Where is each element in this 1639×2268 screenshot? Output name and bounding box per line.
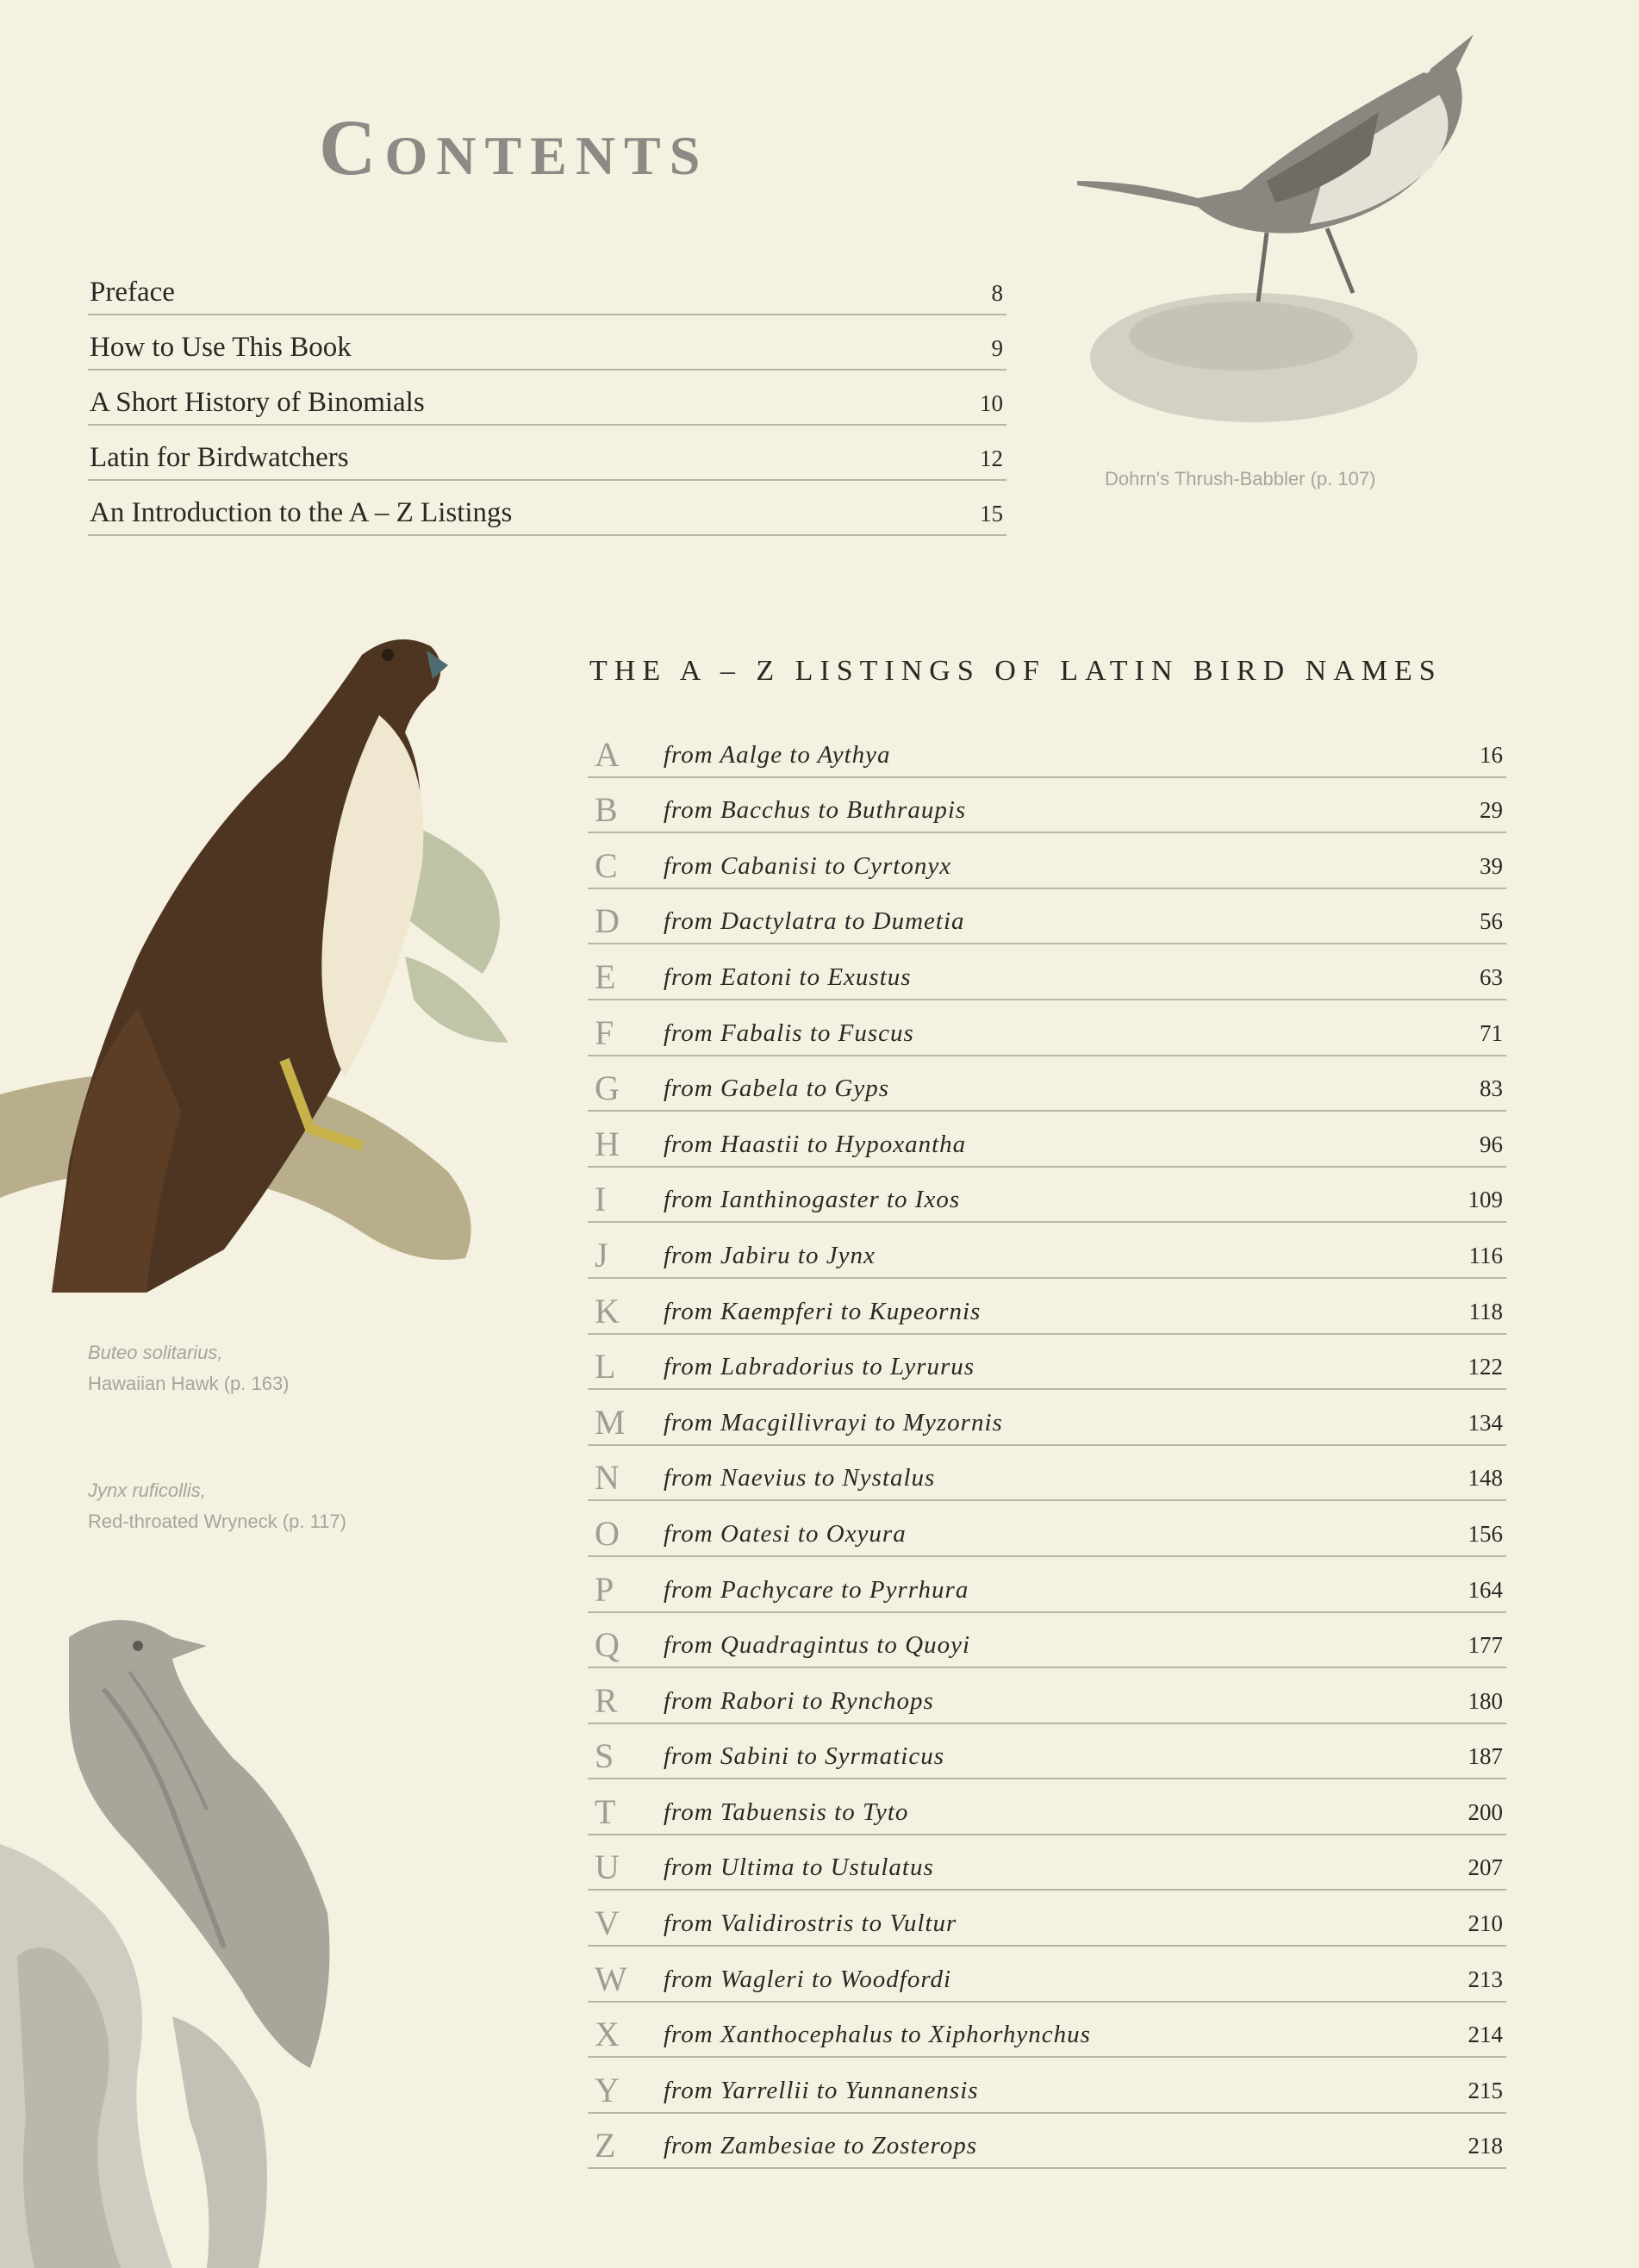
listing-letter: I bbox=[595, 1180, 607, 1219]
listing-range: from Cabanisi to Cyrtonyx bbox=[664, 851, 952, 880]
section-heading: THE A – Z LISTINGS OF LATIN BIRD NAMES bbox=[589, 655, 1443, 687]
wryneck-caption bbox=[88, 1475, 346, 1537]
listing-page: 180 bbox=[1468, 1687, 1503, 1714]
listing-range: from Pachycare to Pyrrhura bbox=[664, 1575, 969, 1604]
listing-range: from Oatesi to Oxyura bbox=[664, 1519, 907, 1548]
toc-entry-page: 12 bbox=[980, 446, 1003, 471]
listing-row-p[interactable] bbox=[588, 1557, 1506, 1613]
listing-page: 148 bbox=[1468, 1465, 1503, 1492]
listing-page: 214 bbox=[1468, 2022, 1503, 2048]
listing-page: 210 bbox=[1468, 1910, 1503, 1937]
toc-entry-history[interactable] bbox=[88, 371, 1006, 426]
listing-range: from Aalge to Aythya bbox=[664, 740, 891, 769]
listing-range: from Wagleri to Woodfordi bbox=[664, 1965, 952, 1993]
listing-letter: Q bbox=[595, 1625, 620, 1665]
listing-row-n[interactable] bbox=[588, 1446, 1506, 1502]
listing-page: 96 bbox=[1480, 1131, 1503, 1157]
listing-letter: Z bbox=[595, 2126, 616, 2165]
listing-row-w[interactable] bbox=[588, 1947, 1506, 2003]
listing-row-h[interactable] bbox=[588, 1112, 1506, 1168]
listing-page: 200 bbox=[1468, 1798, 1503, 1825]
listing-letter: K bbox=[595, 1291, 620, 1330]
listing-page: 207 bbox=[1468, 1854, 1503, 1881]
listing-letter: P bbox=[595, 1569, 614, 1609]
listing-letter: O bbox=[595, 1513, 620, 1553]
listing-page: 213 bbox=[1468, 1966, 1503, 1992]
listing-row-v[interactable] bbox=[588, 1891, 1506, 1947]
listing-range: from Macgillivrayi to Myzornis bbox=[664, 1408, 1003, 1436]
listing-range: from Haastii to Hypoxantha bbox=[664, 1130, 967, 1158]
listing-letter: T bbox=[595, 1791, 616, 1831]
listing-page: 71 bbox=[1480, 1019, 1503, 1046]
wryneck-illustration bbox=[0, 1586, 483, 2268]
listing-letter: G bbox=[595, 1069, 620, 1108]
wryneck-latin-name: Jynx ruficollis, bbox=[88, 1480, 206, 1501]
page-title: Contents bbox=[319, 103, 709, 191]
hawk-illustration bbox=[0, 612, 569, 1301]
az-listings bbox=[588, 722, 1506, 2169]
listing-row-d[interactable] bbox=[588, 889, 1506, 945]
listing-letter: Y bbox=[595, 2070, 620, 2109]
listing-page: 16 bbox=[1480, 741, 1503, 768]
listing-page: 29 bbox=[1480, 797, 1503, 824]
listing-page: 39 bbox=[1480, 852, 1503, 879]
listing-row-i[interactable] bbox=[588, 1168, 1506, 1224]
listing-row-b[interactable] bbox=[588, 778, 1506, 834]
listing-page: 177 bbox=[1468, 1632, 1503, 1659]
listing-range: from Ianthinogaster to Ixos bbox=[664, 1186, 961, 1214]
listing-letter: F bbox=[595, 1012, 614, 1052]
listing-range: from Bacchus to Buthraupis bbox=[664, 796, 967, 825]
listing-letter: D bbox=[595, 901, 620, 941]
listing-letter: M bbox=[595, 1402, 626, 1442]
listing-row-s[interactable] bbox=[588, 1724, 1506, 1780]
toc-entry-latin[interactable] bbox=[88, 426, 1006, 481]
listing-page: 118 bbox=[1468, 1298, 1503, 1324]
listing-range: from Gabela to Gyps bbox=[664, 1075, 889, 1103]
listing-range: from Naevius to Nystalus bbox=[664, 1464, 936, 1492]
listing-range: from Rabori to Rynchops bbox=[664, 1686, 934, 1715]
listing-row-y[interactable] bbox=[588, 2058, 1506, 2114]
listing-range: from Ultima to Ustulatus bbox=[664, 1854, 934, 1882]
listing-row-r[interactable] bbox=[588, 1668, 1506, 1724]
listing-page: 164 bbox=[1468, 1576, 1503, 1603]
listing-letter: S bbox=[595, 1736, 614, 1776]
toc-entry-how-to-use[interactable] bbox=[88, 315, 1006, 371]
listing-page: 122 bbox=[1468, 1354, 1503, 1380]
listing-row-z[interactable] bbox=[588, 2114, 1506, 2170]
listing-range: from Labradorius to Lyrurus bbox=[664, 1353, 975, 1381]
toc-entry-page: 10 bbox=[980, 390, 1003, 416]
listing-page: 109 bbox=[1468, 1187, 1503, 1213]
hawk-caption bbox=[88, 1337, 290, 1399]
listing-row-u[interactable] bbox=[588, 1835, 1506, 1891]
listing-letter: L bbox=[595, 1347, 616, 1386]
listing-row-k[interactable] bbox=[588, 1279, 1506, 1335]
listing-page: 56 bbox=[1480, 908, 1503, 935]
toc-entry-label: How to Use This Book bbox=[90, 332, 352, 363]
listing-letter: H bbox=[595, 1124, 620, 1163]
toc-entry-introduction[interactable] bbox=[88, 481, 1006, 536]
hawk-common-name: Hawaiian Hawk (p. 163) bbox=[88, 1373, 290, 1394]
listing-range: from Kaempferi to Kupeornis bbox=[664, 1297, 982, 1325]
listing-row-c[interactable] bbox=[588, 833, 1506, 889]
hawk-latin-name: Buteo solitarius, bbox=[88, 1342, 223, 1363]
thrush-babbler-illustration bbox=[1069, 17, 1499, 448]
listing-letter: B bbox=[595, 790, 618, 830]
listing-row-f[interactable] bbox=[588, 1000, 1506, 1056]
listing-letter: V bbox=[595, 1904, 620, 1943]
listing-row-m[interactable] bbox=[588, 1390, 1506, 1446]
listing-range: from Dactylatra to Dumetia bbox=[664, 907, 965, 936]
listing-letter: J bbox=[595, 1235, 608, 1274]
listing-page: 63 bbox=[1480, 963, 1503, 990]
listing-page: 134 bbox=[1468, 1409, 1503, 1436]
listing-range: from Jabiru to Jynx bbox=[664, 1241, 876, 1269]
listing-page: 116 bbox=[1468, 1242, 1503, 1268]
listing-row-e[interactable] bbox=[588, 944, 1506, 1000]
wryneck-common-name: Red-throated Wryneck (p. 117) bbox=[88, 1511, 346, 1532]
toc-entry-preface[interactable] bbox=[88, 260, 1006, 315]
listing-letter: C bbox=[595, 845, 618, 885]
listing-row-o[interactable] bbox=[588, 1501, 1506, 1557]
listing-row-a[interactable] bbox=[588, 722, 1506, 778]
listing-row-l[interactable] bbox=[588, 1335, 1506, 1391]
listing-letter: E bbox=[595, 956, 616, 996]
toc-entry-page: 8 bbox=[991, 280, 1003, 306]
listing-page: 83 bbox=[1480, 1075, 1503, 1102]
listing-page: 156 bbox=[1468, 1520, 1503, 1547]
listing-range: from Eatoni to Exustus bbox=[664, 963, 912, 991]
listing-range: from Tabuensis to Tyto bbox=[664, 1798, 909, 1826]
listing-letter: W bbox=[595, 1959, 627, 1998]
toc-entry-page: 9 bbox=[991, 335, 1003, 361]
listing-range: from Yarrellii to Yunnanensis bbox=[664, 2076, 979, 2104]
listing-letter: X bbox=[595, 2015, 620, 2054]
toc-entry-page: 15 bbox=[980, 501, 1003, 526]
thrush-babbler-caption: Dohrn's Thrush-Babbler (p. 107) bbox=[1105, 468, 1376, 489]
toc-entry-label: A Short History of Binomials bbox=[90, 387, 425, 418]
listing-page: 218 bbox=[1468, 2133, 1503, 2159]
listing-range: from Fabalis to Fuscus bbox=[664, 1019, 914, 1047]
listing-row-q[interactable] bbox=[588, 1613, 1506, 1669]
toc-entry-label: Latin for Birdwatchers bbox=[90, 442, 349, 473]
listing-range: from Sabini to Syrmaticus bbox=[664, 1742, 945, 1771]
listing-range: from Validirostris to Vultur bbox=[664, 1910, 957, 1938]
listing-range: from Zambesiae to Zosterops bbox=[664, 2132, 978, 2160]
listing-page: 187 bbox=[1468, 1743, 1503, 1770]
listing-row-g[interactable] bbox=[588, 1056, 1506, 1112]
toc-entry-label: An Introduction to the A – Z Listings bbox=[90, 497, 513, 528]
listing-range: from Xanthocephalus to Xiphorhynchus bbox=[664, 2021, 1091, 2049]
listing-page: 215 bbox=[1468, 2077, 1503, 2103]
toc-entry-label: Preface bbox=[90, 277, 175, 308]
listing-row-t[interactable] bbox=[588, 1779, 1506, 1835]
listing-range: from Quadragintus to Quoyi bbox=[664, 1631, 971, 1660]
front-matter-list bbox=[88, 260, 1006, 536]
listing-row-x[interactable] bbox=[588, 2003, 1506, 2059]
listing-row-j[interactable] bbox=[588, 1223, 1506, 1279]
listing-letter: U bbox=[595, 1847, 620, 1887]
listing-letter: N bbox=[595, 1458, 620, 1498]
listing-letter: A bbox=[595, 734, 620, 774]
listing-letter: R bbox=[595, 1680, 618, 1720]
